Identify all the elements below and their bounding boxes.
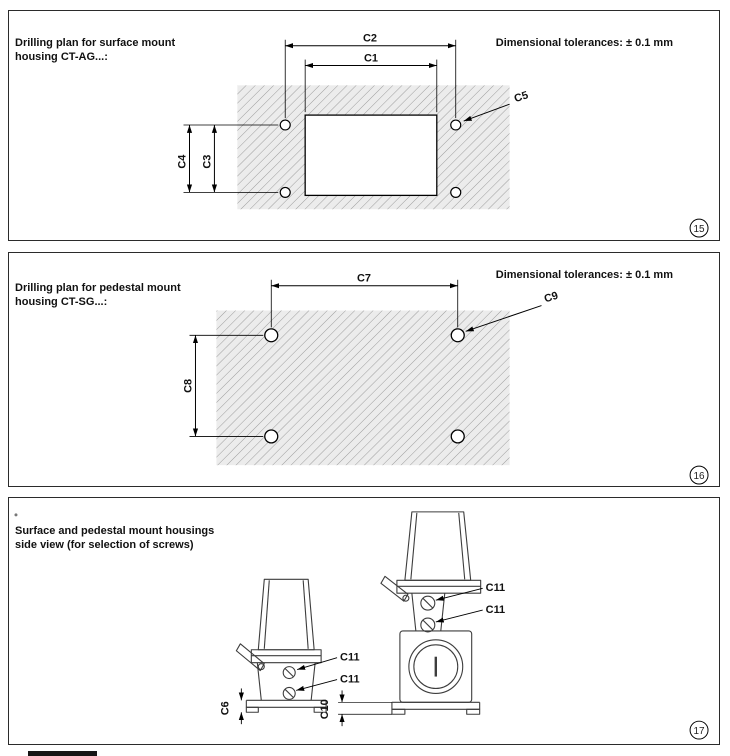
title-line-1: Surface and pedestal mount housings xyxy=(15,525,215,537)
dim-label-c11: C11 xyxy=(340,673,360,686)
dim-label-c2: C2 xyxy=(362,32,377,45)
dim-label-c3: C3 xyxy=(201,154,214,169)
leader-c11 xyxy=(436,588,483,600)
title-line-1: Drilling plan for pedestal mount xyxy=(15,282,181,294)
dim-label-c7: C7 xyxy=(356,272,372,285)
pedestal-mount-housing-drawing xyxy=(381,512,481,714)
base-foot xyxy=(392,709,405,714)
dim-label-c4: C4 xyxy=(176,154,189,169)
title-line-2: housing CT-SG...: xyxy=(15,296,108,308)
drill-hole xyxy=(451,430,464,443)
panel-title xyxy=(15,524,214,552)
drill-hole xyxy=(451,329,464,342)
dim-label-c10: C10 xyxy=(319,699,332,720)
figure-number: 17 xyxy=(693,726,705,738)
drill-hole xyxy=(451,187,461,197)
leader-c11 xyxy=(297,658,337,670)
dim-label-c6: C6 xyxy=(219,701,232,716)
figure-number: 16 xyxy=(693,471,705,483)
page-footer-mark xyxy=(28,751,97,756)
dim-label-c9: C9 xyxy=(542,289,560,306)
drill-hole xyxy=(280,120,290,130)
leader-lines xyxy=(241,588,482,726)
base-foot xyxy=(467,709,480,714)
dim-label-c11: C11 xyxy=(485,582,506,595)
drill-hole xyxy=(451,120,461,130)
dim-label-c11: C11 xyxy=(340,651,360,664)
panel-housings-side-view xyxy=(8,497,720,745)
tolerance-note: Dimensional tolerances: ± 0.1 mm xyxy=(495,269,673,281)
panel-surface-mount-drilling-plan xyxy=(8,10,720,241)
dim-label-c11: C11 xyxy=(485,604,506,617)
locking-lever xyxy=(236,644,264,671)
surface-mount-housing-drawing xyxy=(236,579,326,712)
drill-hole xyxy=(265,329,278,342)
mounting-surface-hatch xyxy=(216,311,509,466)
drill-hole xyxy=(280,187,290,197)
dim-label-c1: C1 xyxy=(363,52,378,65)
panel-title xyxy=(15,36,175,64)
figure-number: 15 xyxy=(693,224,705,236)
title-line-2: housing CT-AG...: xyxy=(15,51,108,63)
title-line-1: Drilling plan for surface mount xyxy=(15,37,176,49)
tolerance-note: Dimensional tolerances: ± 0.1 mm xyxy=(495,37,673,49)
drill-hole xyxy=(265,430,278,443)
leader-c11 xyxy=(296,680,337,691)
base-foot xyxy=(246,707,258,712)
stray-mark xyxy=(14,513,17,516)
panel-cutout xyxy=(305,115,437,195)
panel-pedestal-mount-drilling-plan xyxy=(8,252,720,487)
dim-label-c8: C8 xyxy=(182,378,195,393)
housing-hood xyxy=(405,512,471,580)
panel-title xyxy=(15,281,181,309)
title-line-2: side view (for selection of screws) xyxy=(15,539,194,551)
dim-label-c5: C5 xyxy=(512,89,530,106)
